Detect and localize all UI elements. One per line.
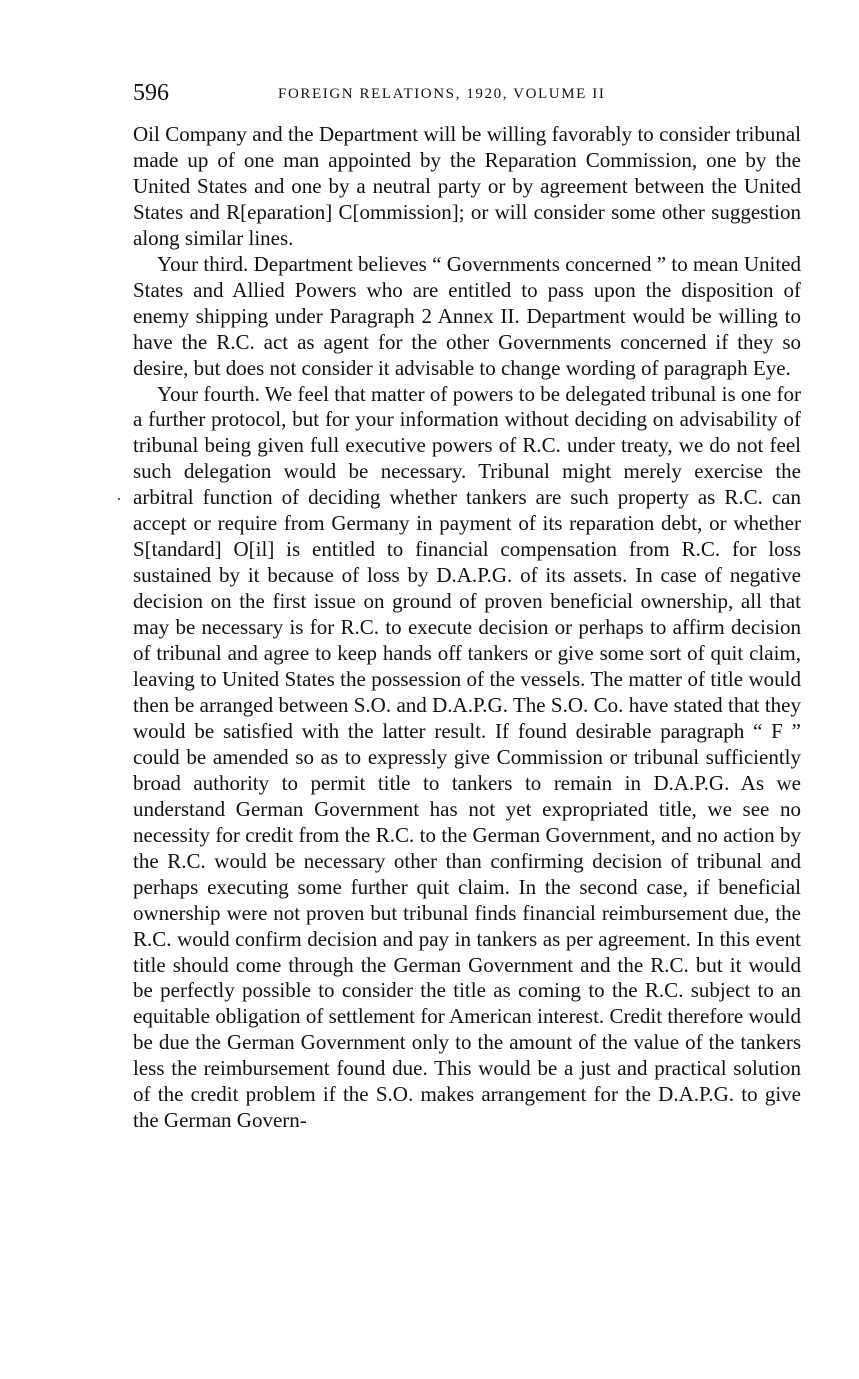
margin-mark: · (116, 489, 122, 509)
page-header (133, 78, 803, 110)
body-text (133, 122, 801, 1134)
running-head: FOREIGN RELATIONS, 1920, VOLUME II (278, 86, 606, 102)
paragraph-continuation: Oil Company and the Department will be willing favorably to consider tribunal made up of one man appointed by the Reparation Commission, one by the United States and one by a neutral party or by agreement between the United States and R[eparation] C[ommission]; or will consider some other suggestion along similar lines. (133, 122, 801, 250)
paragraph-your-fourth: Your fourth. We feel that matter of powers to be delegated tribunal is one for a further protocol, but for your information without deciding on advisability of tribunal being given full executive powers of R.C. under treaty, we do not feel such delegation would be necessary. Tribunal might merely exercise the arbitral function of deciding whether tankers are such property as R.C. can accept or require from Germany in payment of its reparation debt, or whether S[tandard] O[il] is entitled to financial compensation from R.C. for loss sustained by it because of loss by D.A.P.G. of its assets. In case of negative decision on the first issue on ground of proven beneficial ownership, all that may be necessary is for R.C. to execute decision or perhaps to affirm decision of tribunal and agree to keep hands off tankers or give some sort of quit claim, leaving to United States the possession of the vessels. The matter of title would then be arranged between S.O. and D.A.P.G. The S.O. Co. have stated that they would be satisfied with the latter result. If found desirable paragraph “ F ” could be amended so as to expressly give Commission or tribunal sufficiently broad authority to permit title to tankers to remain in D.A.P.G. As we understand German Government has not yet expropriated title, we see no necessity for credit from the R.C. to the German Government, and no action by the R.C. would be necessary other than confirming decision of tribunal and perhaps executing some further quit claim. In the second case, if beneficial ownership were not proven but tribunal finds financial reimbursement due, the R.C. would confirm decision and pay in tankers as per agreement. In this event title should come through the German Government and the R.C. but it would be perfectly possible to consider the title as coming to the R.C. subject to an equitable obligation of settlement for American interest. Credit therefore would be due the German Government only to the amount of the value of the tankers less the reimbursement found due. This would be a just and practical solution of the credit problem if the S.O. makes arrangement for the D.A.P.G. to give the German Govern- (133, 381, 801, 1133)
page-number: 596 (133, 80, 169, 106)
paragraph-your-third: Your third. Department believes “ Governments concerned ” to mean United States and Allied Powers who are entitled to pass upon the disposition of enemy shipping under Paragraph 2 Annex II. Department would be willing to have the R.C. act as agent for the other Governments concerned if they so desire, but does not consider it advisable to change wording of paragraph Eye. (133, 251, 801, 380)
